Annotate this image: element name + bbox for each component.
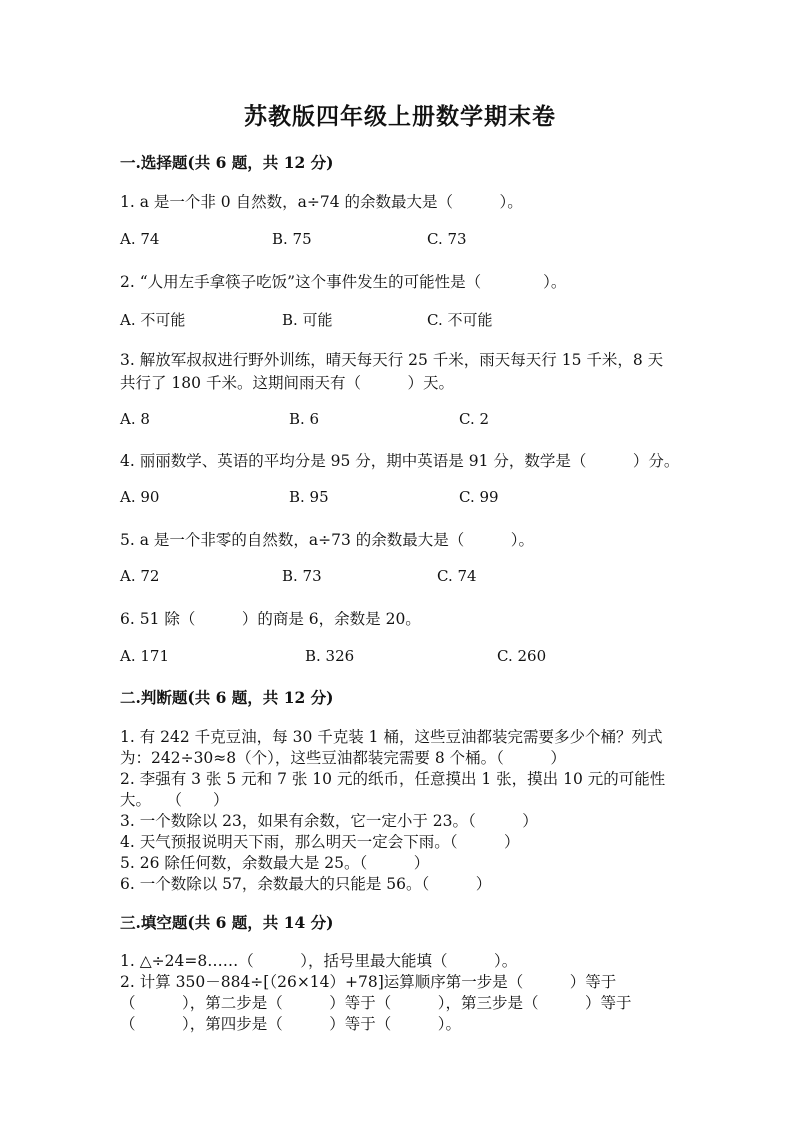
judge-line: 为：242÷30≈8（个），这些豆油都装完需要 8 个桶。（ ）: [120, 749, 566, 767]
choice-question-1: 1. a 是一个非 0 自然数，a÷74 的余数最大是（ ）。: [120, 193, 523, 211]
choice-6-option-a[interactable]: A. 171: [120, 647, 169, 665]
judge-line: 大。 （ ）: [120, 791, 229, 809]
choice-5-option-c[interactable]: C. 74: [437, 567, 477, 585]
choice-question-3-line-2: 共行了 180 千米。这期间雨天有（ ）天。: [120, 374, 454, 392]
choice-question-3-line-1: 3. 解放军叔叔进行野外训练，晴天每天行 25 千米，雨天每天行 15 千米，8 天: [120, 351, 664, 369]
judge-line: 6. 一个数除以 57，余数最大的只能是 56。（ ）: [120, 875, 492, 893]
choice-question-2: 2. “人用左手拿筷子吃饭”这个事件发生的可能性是（ ）。: [120, 273, 567, 291]
choice-3-option-a[interactable]: A. 8: [120, 410, 150, 428]
judge-line: 1. 有 242 千克豆油，每 30 千克装 1 桶，这些豆油都装完需要多少个桶？列式: [120, 728, 663, 746]
choice-2-option-a[interactable]: A. 不可能: [120, 311, 186, 329]
choice-6-option-c[interactable]: C. 260: [497, 647, 547, 665]
judge-line: 2. 李强有 3 张 5 元和 7 张 10 元的纸币，任意摸出 1 张，摸出 10 元的可能性: [120, 770, 666, 788]
section-heading-choice: 一.选择题(共 6 题，共 12 分): [120, 153, 334, 172]
choice-1-option-b[interactable]: B. 75: [272, 230, 312, 248]
choice-4-option-b[interactable]: B. 95: [289, 488, 329, 506]
judge-line: 4. 天气预报说明天下雨，那么明天一定会下雨。（ ）: [120, 833, 520, 851]
choice-1-option-a[interactable]: A. 74: [120, 230, 160, 248]
choice-3-option-b[interactable]: B. 6: [289, 410, 320, 428]
choice-6-option-b[interactable]: B. 326: [305, 647, 355, 665]
choice-question-6: 6. 51 除（ ）的商是 6，余数是 20。: [120, 610, 421, 628]
judge-line: 5. 26 除任何数，余数最大是 25。（ ）: [120, 854, 430, 872]
section-heading-judge: 二.判断题(共 6 题，共 12 分): [120, 688, 334, 707]
judge-line: 3. 一个数除以 23，如果有余数，它一定小于 23。（ ）: [120, 812, 538, 830]
fill-line: （ ），第四步是（ ）等于（ ）。: [120, 1015, 462, 1033]
fill-line: （ ），第二步是（ ）等于（ ），第三步是（ ）等于: [120, 994, 632, 1012]
choice-5-option-b[interactable]: B. 73: [282, 567, 322, 585]
choice-question-4: 4. 丽丽数学、英语的平均分是 95 分，期中英语是 91 分，数学是（ ）分。: [120, 452, 680, 470]
fill-line: 1. △÷24=8……（ ），括号里最大能填（ ）。: [120, 952, 518, 970]
choice-question-5: 5. a 是一个非零的自然数，a÷73 的余数最大是（ ）。: [120, 531, 535, 549]
fill-line: 2. 计算 350－884÷[（26×14）+78]运算顺序第一步是（ ）等于: [120, 973, 617, 991]
section-heading-fill: 三.填空题(共 6 题，共 14 分): [120, 913, 334, 932]
choice-2-option-b[interactable]: B. 可能: [282, 311, 333, 329]
choice-4-option-a[interactable]: A. 90: [120, 488, 160, 506]
choice-1-option-c[interactable]: C. 73: [427, 230, 467, 248]
choice-5-option-a[interactable]: A. 72: [120, 567, 160, 585]
choice-2-option-c[interactable]: C. 不可能: [427, 311, 493, 329]
page-title: 苏教版四年级上册数学期末卷: [244, 103, 556, 130]
choice-3-option-c[interactable]: C. 2: [459, 410, 490, 428]
choice-4-option-c[interactable]: C. 99: [459, 488, 499, 506]
